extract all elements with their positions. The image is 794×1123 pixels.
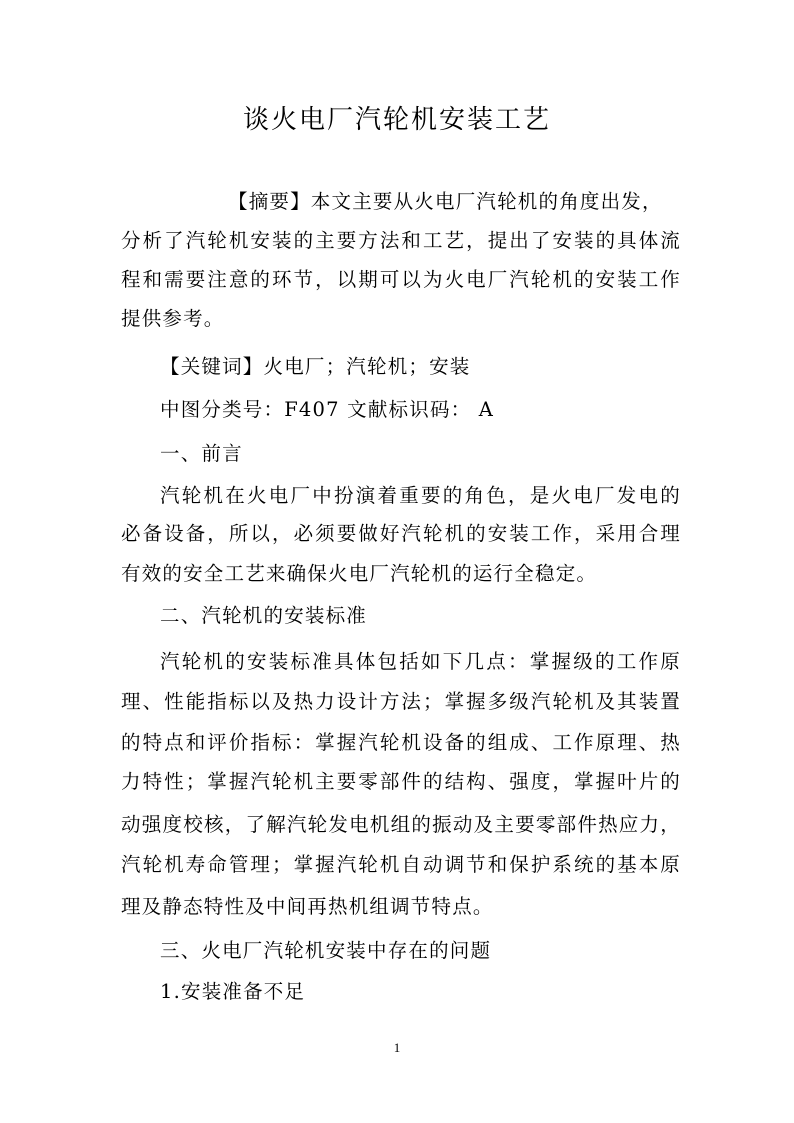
classification-line: 中图分类号：F407 文献标识码： A	[160, 398, 495, 421]
page-number: 1	[393, 1040, 401, 1055]
abstract-line-2: 分析了汽轮机安装的主要方法和工艺，提出了安装的具体流	[121, 229, 681, 252]
paragraph-2-line-3: 的特点和评价指标：掌握汽轮机设备的组成、工作原理、热	[121, 731, 681, 754]
paragraph-2-line-1: 汽轮机的安装标准具体包括如下几点：掌握级的工作原	[160, 650, 681, 673]
paragraph-2-line-2: 理、性能指标以及热力设计方法；掌握多级汽轮机及其装置	[121, 690, 681, 713]
section-heading-3: 三、火电厂汽轮机安装中存在的问题	[160, 939, 492, 962]
section-heading-1: 一、前言	[160, 442, 243, 465]
keywords-line: 【关键词】火电厂；汽轮机；安装	[160, 355, 471, 378]
paragraph-2-line-7: 理及静态特性及中间再热机组调节特点。	[121, 895, 494, 918]
paragraph-1-line-2: 必备设备，所以，必须要做好汽轮机的安装工作，采用合理	[121, 522, 681, 545]
document-title: 谈火电厂汽轮机安装工艺	[242, 105, 551, 135]
abstract-line-3: 程和需要注意的环节，以期可以为火电厂汽轮机的安装工作	[121, 268, 681, 291]
paragraph-2-line-4: 力特性；掌握汽轮机主要零部件的结构、强度，掌握叶片的	[121, 770, 681, 793]
subsection-heading-1: 1.安装准备不足	[160, 980, 306, 1003]
paragraph-2-line-5: 动强度校核，了解汽轮发电机组的振动及主要零部件热应力，	[121, 813, 681, 836]
paragraph-1-line-3: 有效的安全工艺来确保火电厂汽轮机的运行全稳定。	[121, 562, 598, 585]
paragraph-2-line-6: 汽轮机寿命管理；掌握汽轮机自动调节和保护系统的基本原	[121, 853, 681, 876]
abstract-line-1: 【摘要】本文主要从火电厂汽轮机的角度出发，	[228, 190, 663, 213]
paragraph-1-line-1: 汽轮机在火电厂中扮演着重要的角色，是火电厂发电的	[160, 484, 681, 507]
abstract-line-4: 提供参考。	[121, 307, 225, 330]
section-heading-2: 二、汽轮机的安装标准	[160, 604, 368, 627]
